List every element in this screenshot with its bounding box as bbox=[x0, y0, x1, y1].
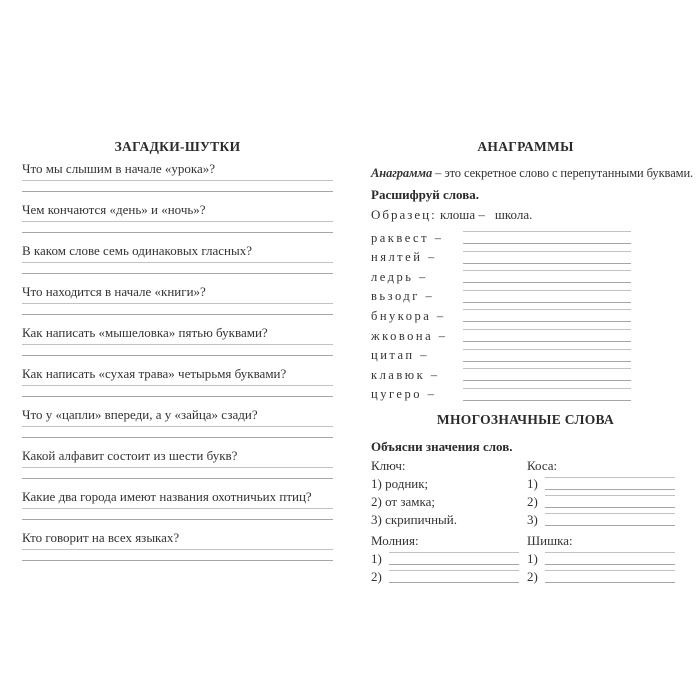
answer-line bbox=[389, 552, 519, 565]
example-label: Образец: bbox=[371, 207, 437, 222]
polysemy-instruction: Объясни значения слов. bbox=[371, 439, 513, 455]
polysemy-block bbox=[527, 532, 680, 586]
answer-line bbox=[545, 552, 675, 565]
riddle-question: Какой алфавит состоит из шести букв? bbox=[22, 448, 238, 463]
anagram-row bbox=[371, 267, 680, 287]
answer-line bbox=[463, 388, 631, 401]
numbered-blank bbox=[371, 550, 527, 568]
answer-line bbox=[22, 478, 333, 479]
anagram-word: раквест – bbox=[371, 230, 444, 245]
answer-line bbox=[22, 191, 333, 192]
anagram-word: вьзодг – bbox=[371, 289, 435, 304]
numbered-blank bbox=[527, 568, 680, 586]
answer-line bbox=[22, 180, 333, 181]
example-dash: – bbox=[478, 207, 485, 222]
riddles-section bbox=[22, 138, 333, 571]
numbered-blank bbox=[527, 550, 680, 568]
riddle-question: В каком слове семь одинаковых гласных? bbox=[22, 243, 253, 258]
numbered-blank bbox=[527, 493, 680, 511]
blank-number: 1) bbox=[527, 476, 538, 492]
riddle-question: Как написать «мышеловка» пятью буквами? bbox=[22, 325, 268, 340]
answer-line bbox=[22, 437, 333, 438]
riddles-title: ЗАГАДКИ-ШУТКИ bbox=[114, 139, 241, 154]
answer-line bbox=[22, 344, 333, 345]
answer-line bbox=[22, 314, 333, 315]
anagram-row bbox=[371, 248, 680, 268]
anagram-row bbox=[371, 326, 680, 346]
polysemy-word: Коса: bbox=[527, 458, 558, 474]
example-answer: школа. bbox=[494, 207, 533, 222]
anagrams-section bbox=[371, 138, 694, 586]
blank-number: 2) bbox=[371, 569, 382, 585]
answer-line bbox=[463, 251, 631, 264]
answer-line bbox=[545, 570, 675, 583]
riddle-question-block bbox=[22, 489, 333, 520]
riddle-question-block bbox=[22, 448, 333, 479]
polysemy-title: МНОГОЗНАЧНЫЕ СЛОВА bbox=[436, 412, 615, 428]
polysemy-word: Ключ: bbox=[371, 458, 406, 474]
answer-line bbox=[389, 570, 519, 583]
answer-line bbox=[22, 396, 333, 397]
answer-line bbox=[22, 519, 333, 520]
riddle-question-block bbox=[22, 407, 333, 438]
blank-number: 1) bbox=[527, 551, 538, 567]
anagram-word: бнукора – bbox=[371, 308, 446, 323]
anagram-word: клавюк – bbox=[371, 367, 440, 382]
anagram-word: ледрь – bbox=[371, 269, 428, 284]
answer-line bbox=[22, 355, 333, 356]
answer-line bbox=[545, 477, 675, 490]
answer-line bbox=[463, 290, 631, 303]
answer-line bbox=[22, 467, 333, 468]
riddle-question-block bbox=[22, 366, 333, 397]
polysemy-grid bbox=[371, 457, 680, 586]
polysemy-block bbox=[371, 532, 527, 586]
answer-line bbox=[22, 560, 333, 561]
answer-line bbox=[22, 303, 333, 304]
polysemy-block bbox=[527, 457, 680, 529]
anagram-list bbox=[371, 228, 680, 404]
polysemy-block bbox=[371, 457, 527, 529]
riddle-question: Как написать «сухая трава» четырьмя буквами? bbox=[22, 366, 287, 381]
riddle-question: Что мы слышим в начале «урока»? bbox=[22, 161, 216, 176]
answer-line bbox=[463, 270, 631, 283]
definition-item: 3) скрипичный. bbox=[371, 512, 457, 528]
riddle-question-block bbox=[22, 325, 333, 356]
answer-line bbox=[22, 385, 333, 386]
answer-line bbox=[22, 549, 333, 550]
riddle-question-block bbox=[22, 243, 333, 274]
numbered-blank bbox=[527, 511, 680, 529]
riddle-question: Чем кончаются «день» и «ночь»? bbox=[22, 202, 206, 217]
answer-line bbox=[545, 495, 675, 508]
anagram-row bbox=[371, 346, 680, 366]
answer-line bbox=[463, 329, 631, 342]
anagram-word: нялтей – bbox=[371, 250, 437, 265]
riddles-list bbox=[22, 161, 333, 561]
anagram-example bbox=[371, 206, 680, 223]
answer-line bbox=[22, 221, 333, 222]
blank-number: 2) bbox=[527, 494, 538, 510]
answer-line bbox=[22, 508, 333, 509]
anagram-definition-text: – это секретное слово с перепутанными буквами. bbox=[432, 166, 694, 180]
answer-line bbox=[22, 262, 333, 263]
numbered-blank bbox=[371, 568, 527, 586]
riddle-question: Какие два города имеют названия охотничьих птиц? bbox=[22, 489, 312, 504]
definition-item: 2) от замка; bbox=[371, 494, 435, 510]
answer-line bbox=[545, 513, 675, 526]
riddle-question-block bbox=[22, 530, 333, 561]
example-scrambled-word: клоша bbox=[440, 207, 476, 222]
blank-number: 2) bbox=[527, 569, 538, 585]
anagram-definition bbox=[371, 165, 694, 182]
polysemy-items bbox=[371, 475, 527, 529]
polysemy-items bbox=[527, 475, 680, 529]
polysemy-word: Молния: bbox=[371, 533, 419, 549]
anagram-row bbox=[371, 306, 680, 326]
definition-item: 1) родник; bbox=[371, 476, 429, 492]
anagram-instruction: Расшифруй слова. bbox=[371, 187, 479, 202]
anagram-word: цугеро – bbox=[371, 387, 437, 402]
anagrams-title: АНАГРАММЫ bbox=[477, 139, 574, 154]
answer-line bbox=[463, 349, 631, 362]
answer-line bbox=[22, 426, 333, 427]
anagram-row bbox=[371, 287, 680, 307]
anagram-definition-term: Анаграмма bbox=[371, 166, 433, 180]
polysemy-items bbox=[371, 550, 527, 586]
answer-line bbox=[463, 309, 631, 322]
polysemy-items bbox=[527, 550, 680, 586]
anagram-word: жковона – bbox=[371, 328, 448, 343]
anagram-row bbox=[371, 385, 680, 405]
riddle-question: Что находится в начале «книги»? bbox=[22, 284, 206, 299]
answer-line bbox=[22, 232, 333, 233]
blank-number: 3) bbox=[527, 512, 538, 528]
riddle-question: Что у «цапли» впереди, а у «зайца» сзади? bbox=[22, 407, 258, 422]
numbered-blank bbox=[527, 475, 680, 493]
anagram-row bbox=[371, 228, 680, 248]
blank-number: 1) bbox=[371, 551, 382, 567]
riddle-question-block bbox=[22, 284, 333, 315]
polysemy-word: Шишка: bbox=[527, 533, 573, 549]
answer-line bbox=[463, 231, 631, 244]
answer-line bbox=[463, 368, 631, 381]
riddle-question-block bbox=[22, 161, 333, 192]
riddle-question-block bbox=[22, 202, 333, 233]
anagram-row bbox=[371, 365, 680, 385]
answer-line bbox=[22, 273, 333, 274]
riddle-question: Кто говорит на всех языках? bbox=[22, 530, 180, 545]
anagram-word: цитап – bbox=[371, 348, 429, 363]
